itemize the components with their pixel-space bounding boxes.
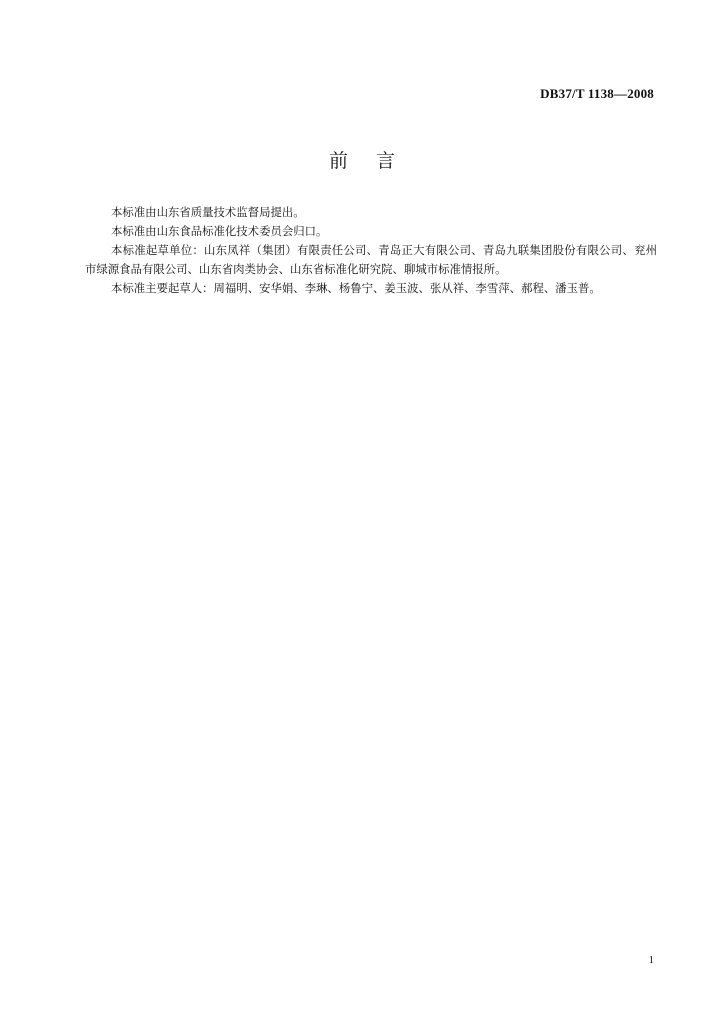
paragraph-proposer: 本标准由山东省质量技术监督局提出。 <box>111 205 305 219</box>
paragraph-committee: 本标准由山东食品标准化技术委员会归口。 <box>111 224 328 238</box>
paragraph-drafters: 本标准主要起草人：周福明、安华娟、李琳、杨鲁宁、姜玉波、张从祥、李雪萍、郝程、潘玉普。 <box>111 281 601 295</box>
foreword-body <box>85 203 657 298</box>
document-code: DB37/T 1138—2008 <box>540 86 654 101</box>
paragraph-drafting-units: 本标准起草单位：山东凤祥（集团）有限责任公司、青岛正大有限公司、青岛九联集团股份有限公司、兖州市绿源食品有限公司、山东省肉类协会、山东省标准化研究院、聊城市标准情报所。 <box>85 243 657 276</box>
page-title: 前言 <box>328 150 423 172</box>
page-number: 1 <box>648 954 654 966</box>
